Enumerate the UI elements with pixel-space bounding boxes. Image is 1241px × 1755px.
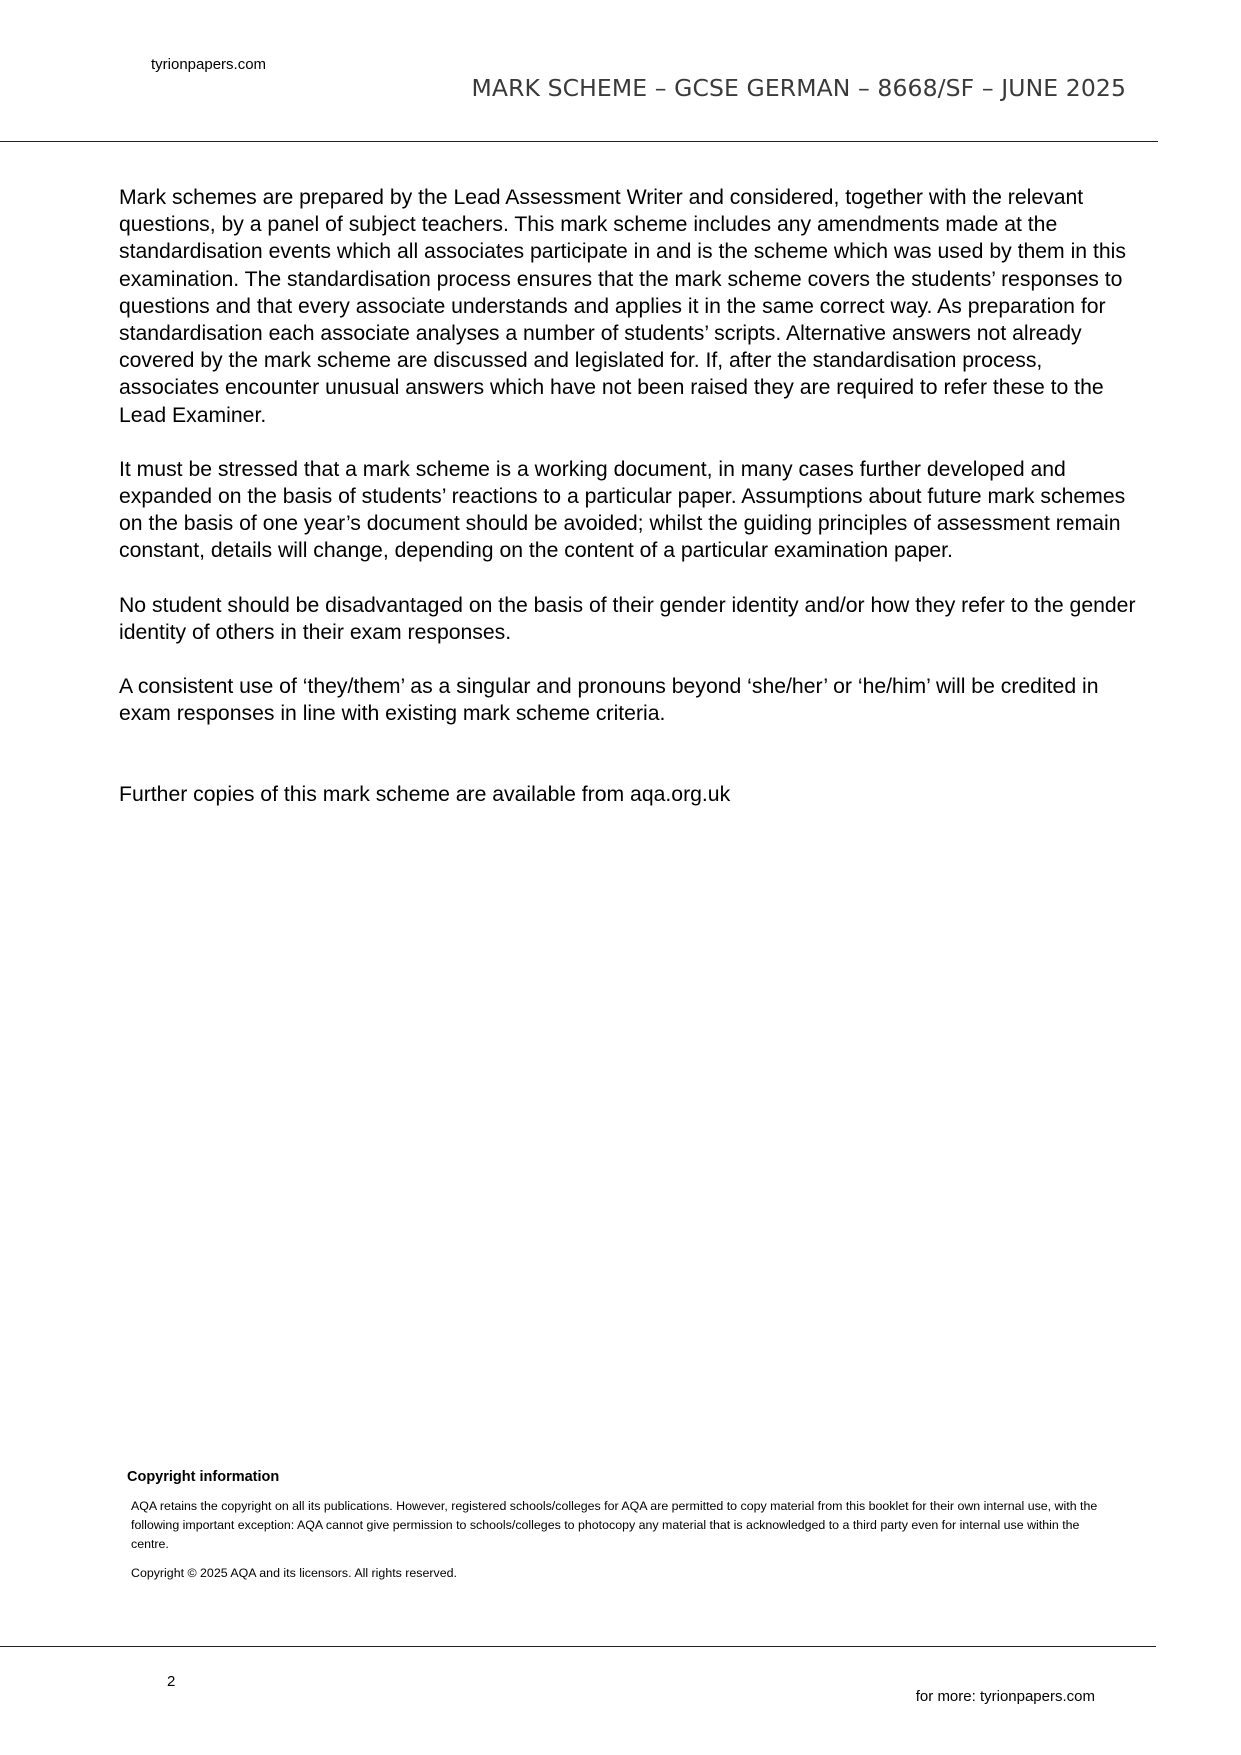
copyright-heading: Copyright information [127, 1469, 280, 1485]
copyright-line: Copyright © 2025 AQA and its licensors. All rights reserved. [131, 1566, 457, 1581]
paragraph-gender-identity: No student should be disadvantaged on the basis of their gender identity and/or how they refer to the gender identity of others in their exam responses. [119, 593, 1136, 644]
paragraph-mark-scheme-preparation: Mark schemes are prepared by the Lead Assessment Writer and considered, together with the relevant questions, by a panel of subject teachers. This mark scheme includes any amendments made at the standardisation events which all associates participate in and is the scheme which was used by them in this examination. The standardisation process ensures that the mark scheme covers the students’ responses to questions and that every associate understands and applies it in the same correct way. As preparation for standardisation each associate analyses a number of students’ scripts. Alternative answers not already covered by the mark scheme are discussed and legislated for. If, after the standardisation process, associates encounter unusual answers which have not been raised they are required to refer these to the Lead Examiner. [119, 186, 1126, 427]
page-header-title: MARK SCHEME – GCSE GERMAN – 8668/SF – JUNE 2025 [471, 74, 1126, 102]
further-copies-note: Further copies of this mark scheme are available from aqa.org.uk [119, 783, 731, 807]
watermark-top: tyrionpapers.com [151, 56, 267, 73]
page-number: 2 [167, 1673, 176, 1690]
copyright-information [127, 1468, 1117, 1582]
footer-link: for more: tyrionpapers.com [915, 1688, 1095, 1705]
paragraph-working-document: It must be stressed that a mark scheme is a working document, in many cases further developed and expanded on the basis of students’ reactions to a particular paper. Assumptions about future mark schemes on the basis of one year’s document should be avoided; whilst the guiding principles of assessment remain constant, details will change, depending on the content of a particular examination paper. [119, 457, 1126, 563]
paragraph-pronouns: A consistent use of ‘they/them’ as a singular and pronouns beyond ‘she/her’ or ‘he/him’ will be credited in exam responses in line with existing mark scheme criteria. [119, 675, 1099, 726]
header-divider [0, 141, 1158, 142]
main-body [119, 184, 1139, 836]
copyright-text: AQA retains the copyright on all its publications. However, registered schools/colleges for AQA are permitted to copy material from this booklet for their own internal use, with the following important exception: AQA cannot give permission to schools/colleges to photocopy any material that is acknowledged to a third party even for internal use within the centre. [131, 1499, 1098, 1551]
footer-divider [0, 1646, 1156, 1647]
